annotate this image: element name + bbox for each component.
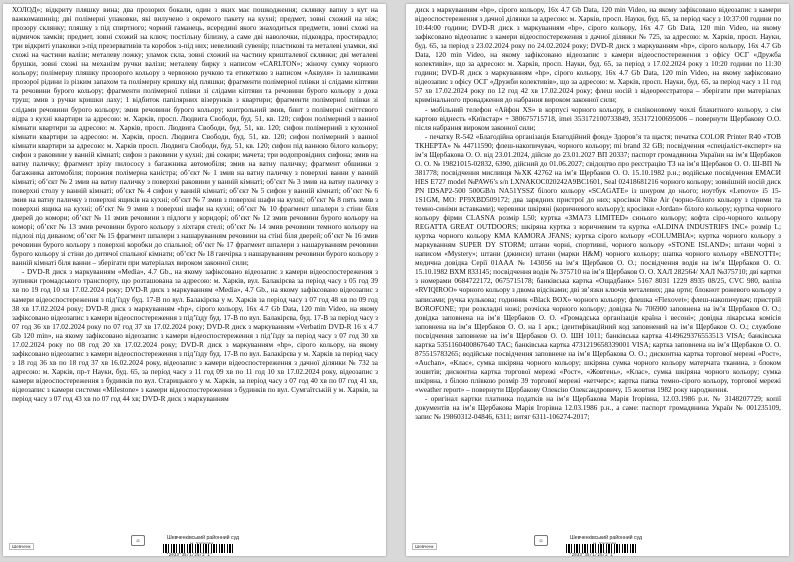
- paragraph: - оригінал картки платника податків на ім’я Щербакова Марія Ігорівна, 12.03.1986 р.н. № 3148207729; копії документів на ім’я Щербакова Марія Ігорівна 12.03.1986 р.н., а саме: паспорт громадянина Україн № 001235109, запис № 19860312-04846, 6311; витяг 6311-106274-2017;: [415, 395, 781, 422]
- paragraph: - DVD-R диск з маркуванням «Media», 4.7 Gb., на якому зафіксовано відеозапис з камери відеоспостереження з зупинки громадського транспорту, що розташована за адресою: м. Харків, вул. Балакірєва за період часу з 05 год 39 хв по 19 год 10 хв 17.02.2024 року; DVD-R диск з маркуванням «Media», 4.7 Gb., на якому зафіксовано відеозапис з камери відеоспостереження з під’їзду буд. 17-В по вул. Балакірєва у м. Харків за період часу з 07 год 48 хв по 09 год 38 хв 17.02.2024 року; DVD-R диск з маркуванням «hp», сірого кольору, 16x 4.7 Gb Data, 120 min Video, на якому зафіксовано відеозапис з камери відеоспостереження з під’їзду буд. 17-В по вул. Балакірєва, буд. 17-В за період часу з 07 год 36 хв 17.02.2024 року по 07 год 37 хв 17.02.2024 року; DVD-R диск з маркуванням «Verbatim DVD-R 16 x 4.7 Gb 120 min», на якому зафіксовано відеозапис з камери відеоспостереження з під’їзду за період часу з 07 год 30 хв 17.02.2024 року по 08 год 20 хв 17.02.2024 року; DVD-R диск з маркуванням «hp», сірого кольору, на якому зафіксовано відеозапис з камери відеоспостереження з під’їзду буд. 17-В по вул. Балакірєва у м. Харків за період часу з 18 год 36 хв по 18 год 37 хв 16.02.2024 року, відеозапис з камери відеоспостереження з дачної ділянки № 732 за адресою: м. Харків, пр-т Науки, буд. 65, за період часу з 11 год 09 хв по 11 год 10 хв 17.02.2024 року, відеозапис з камери відеоспостереження з будинків по вул. Старицького у м. Харків, за період часу з 07 год 40 хв по 07 год 41 хв, відеозапис з камери системи «Milestone» з камери відеоспостереження з будинків по вул. Сумгаїтській у м. Харків, за період часу з 07 год 43 хв по 07 год 44 хв; DVD-R диск з маркуванням: [12, 268, 378, 404]
- left-page-footer: [3, 534, 386, 554]
- right-page-footer: [406, 534, 789, 554]
- paragraph: - мобільний телефон «Айфон XS» в корпусі чорного кольору, в силіконовому чохлі блакитного кольору, з сім картою віднесть «Київстар» + 380675715718, imei 353172100733849, 353172100695006 – повернути Щербакову О.О. після набрання вироком законної сили;: [415, 105, 781, 132]
- document-barcode: [163, 544, 233, 553]
- court-name: Шевченківський районний суд: [569, 535, 643, 541]
- paragraph: - печатку R-542 «Благодійна організація Благодійний фонд» Здоров’я та щастя; печатка COLOR Printer R40 «ТОВ ТКНЕРТА» № 44711590; флеш-накопичувач, чорного кольору; mi brand 32 GB; посвідчення «спеціаліст-експерт» на ім’я Щербакова О. О. від 23.01.2024, дійсне до 23.01.2027 ВП 20337; паспорт громадянина України на ім’я Щербаков О. О. № 19821015-02832, 6390, дійсний до 01.06.2027; свідоцтво про реєстрацію ТЗ на ім’я Щербаков О. О. Ш-ВП № 381778; посвідчення мисливця №ХК 42762 на ім’я Щербаков О. О. 15.10.1982 р.н.; водійське посвідчення ЕМАСИ НЕS Е727 model №PAW6’s s/n LXNAKOC020242A9BC1601, Seal 02418681216 чорного кольору; зовнішній носій диск PN IDSAP2-500 500GB/n NA51YSSZ білого кольору «SCAGATE» із шнуром до нього; ноутбук «Lenovo» i5 15-1S1GM, МО: PF9XBD509172; два зарядних пристрої до них; кросівки Nike Air (чорно-білого кольору з сірими та темно-синіми вставками); черевики шкіряні (коричневого кольору); кросівки «Jordan» білого кольору; куртка чорного кольору фірми CLASNA розмір L50; куртка «ЗМА73 LIMITED» синього кольору; кофта сіро-чорного кольору REGATTA GREAT OUTDOORS; шкіряна куртка з коричневим та куртка «ALDINA INDUSTRIFS INC» розмір L; куртка чорного кольору КМА КАМОRA JFANS; куртка сірого кольору «COLUMBIA»; куртка чорного кольору з маркуванням SUPER DY STORM; штани чорні, спортивні, чорного кольору «STONE ISLAND»; штани чорні з написом «Mystery»; штани (джинси) штани (марки H&M) чорного кольору; шапка чорного кольору «BENOTTI»; медична довідка Серії 01ААА № 143056 на ім’я Щербаков О. О.; посвідчення водія на ім’я Щербаков О. О. 15.10.1982 ВХМ 833145; посвідчення водія № 375710 на ім’я Щербаков О. О. ХАЛ 282564/ ХАЛ №375710; дві картки з номерами 0684722172, 0675715178; банківська картка «Ощадбанк» 5167 8031 1229 8935 08/25, CVC 980, валіза «RVIQIROO» чорного кольору з двома відсіками; дві зв’язки ключів металевих; два орти; блокнот рожевого кольору з записами; ручка кулькова; годинник «Black BOX» чорного кольору; флешка «Flexovet»; флеш-накопичувач; пристрій BOROFONE; три розкладні ножі; розчіска чорного кольору; довідка № 706900 заповнена на ім’я Щербаков О. О.; довідка заповнена на ім’я Щербаков О. О. «Громадська організація країна і весоні»; довідка лікарська комісія заповнена на ім’я Щербаков О. О. на 1 арк.; ідентифікаційний код заповнений на ім’я Щербаков О. О.; службове посвідчення заповнене на ім’я Щербаков О. О. ШН 1011; банківська картка 4149629376553513 VISA; банківська картка 5351160400867640 TAC; банківська картка 4731219658339001 VISA; картка заповнена на ім’я Щербаков О. О. 875515783265; водійське посвідчення заповнене на ім’я Щербакова О. О.; дисконтна картка торгової мережі «Рост», «Auchan», «Клас», сумка шкіряна чорного кольору; шкіряна сумка чорного кольору матерчата тканина, з блоком зошитів; дисконтна картка торгової мережі «Рост», «Жовтень», «Клас», сумка шкіряна чорного кольору; сумка шкіряна, з білою плівкою розмір 39 торгової мережі «кетчерс»; картка папка темно-сірого кольору, торгової мережі «weather report» – повернути Щербакову Олексію Олександровичу, 15 жовтня 1982 року народження.: [415, 132, 781, 394]
- page-badge: Шевченк: [9, 543, 34, 550]
- paragraph: ХОЛОД»; відкриту пляшку вина; два прозорих бокали, один з яких має пошкодження; склянку вапну з кут на важкомашиніц; дві полімерні упаковки, які вилучено з окремого пакету на кухні; предмет, зовні схожий на ніж; прозору склянку; пляшку з під спиртного; чорний гаманець, всередині якого знаходиться предмети, зовні схожі на відмичок замків; предмет, зовні схожий на ключ; постільну білизну, а саме дві наволочки, підковдра, простирадло; три відкриті упаковки з-під презервативів та коробок з-під них; невеликий сувенір; пластикові та металеві уламки, які схожі на частини валізи; металеву ложку; уламок скла, зовні схожий на частину кришталевої склянки; дві металеві брушки, зовні схожі на механізм ручки валізи; металеву бирку з написом «CARLTON»; жіночу сумку чорного кольору; полімерну пляшку прозорого кольору з червоною ручкою та етикеткою з написом «Аквуля» із залишками прозорої рідини із різким запахом та полімерну кришку від пляшки; фрагменти полімерної плівки зі слідами кіптяви та речовини бурого кольору; фрагменти полімерної плівки зі слідами кіптяви та речовини бурого кольору з дока труш; змив з ручки кришки лаху; 1 відбиток папілярних візерунків з квартири; фрагменти полімерної плівки зі слідами речовини бурого кольору; змив речовини бурого кольору; контрольний змив, бинт з полімерні сміттєвого відра з кухні квартири за адресою: м. Харків, просп. Людвига Свободи, буд. 51, кв. 120; сифон полімерний з ванної кімнати квартири за адресою: м. Харків, просп. Людвига Свободи, буд. 51, кв. 120; сифон полімерний з кухонної кімнати квартири за адресою: м. Харків, просп. Людвига Свободи, буд. 51, кв. 120; сифон полімерний з ванної кімнати квартири за адресою: м. Харків просп. Людвига Свободи, буд. 51, кв. 120; сифон під ванною білого кольору; сифон з раковини у ванній кімнаті; сифон з раковини у кухні; дві сокири; мачета; три водопровідних сифона; змив на ватну паличку; фрагмент зрізу пилососу з багажника автомобіля; змив на ватну паличку; фрагмент обшивки з багажника автомобіля; порожня полімерна каністра; об’єкт № 1 змив на ватну паличку з поверхні ванни у ванній кімнаті; об’єкт № 2 змив на ватну паличку з поверхні раковини у ванній кімнаті; об’єкт № 3 змив на ватну паличку з поверхні столу у ванній кімнаті; об’єкт № 4 сифон у ванній кімнаті; об’єкт № 5 сифон у ванній кімнаті; об’єкт № 6 змив на ватну паличку з поверхні ящиків на кухні; об’єкт № 7 змив з поверхні шафи на кухні; об’єкт № 8 пять змив з поверхні ящика на кухні; об’єкт № 9 змив з поверхні шафи на кухні; об’єкт № 10 фрагмент шпалери з стіни біля дверей до комори; об’єкт № 11 змив речовини з підлоги у коридорі; об’єкт № 12 змив речовини бурого кольору на коморі; об’єкт № 13 змив речовини бурого кольору з ліхтаря стелі; об’єкт № 14 змив речовини темного кольору на підлозі під диваном; об’єкт № 15 фрагмент шпалери з нашаруванням речовини на стіні біля дверей; об’єкт № 16 змив речовини бурого кольору з поверхні коробки до спальної; об’єкт № 17 фрагмент шпалери з нашаруванням речовини бурого кольору зі стіни до дитячої спальної кімнати; об’єкт № 18 ганчірка з нашаруванням речовини бурого кольору з ванній кімнаті біля ванни – зберігати при матеріалах вироком законної сили;: [12, 6, 378, 268]
- right-document-page: [406, 4, 789, 556]
- left-document-page: [3, 4, 386, 556]
- left-page-body: [12, 6, 378, 404]
- court-logo-icon: ⚖: [534, 535, 548, 546]
- court-name: Шевченківський районний суд: [166, 535, 240, 541]
- paragraph: диск з маркуванням «hp», сірого кольору, 16x 4.7 Gb Data, 120 min Video, на якому зафіксовано відеозапис з камери відеоспостереження з дачної ділянки за адресою: м. Харків, просп. Науки, буд. 65, за період часу з 10:37:00 години по 10:44:00 години; DVD-R диск з маркуванням «hp», сірого кольору, 16x 4.7 Gb Data, 120 min Video, на якому зафіксовано відеозапис з камери відеоспостереження з дачної ділянки № 725, за адресою: м. Харків, просп. Науки, буд. 65, за період з 23.02.2024 року по 24.02.2024 року; DVD-R диск з маркуванням «hp», сірого кольору, 16x 4.7 Gb Data, 120 min Video, на якому зафіксовано відеозапис з камери відеоспостереження з офісу ОСГ «Дружба колективів», що за адресою: м. Харків, просп. Науки, буд. 65, за період з 17.02.2024 року з 10:20 години по 11:30 години; DVD-R диск з маркуванням «hp», сірого кольору, 16x 4.7 Gb Data, 120 min Video, на якому зафіксовано відеозапис з офісу ОСГ «Дружби колективів», що за адресою: м. Харків, просп. Науки, буд. 65, за період часу з 11 год 57 хв 17.02.2024 року по 12 год 42 хв 17.02.2024 року; флеш носій з відеореєстратора – зберігати при матеріалах кримінального провадження до набрання вироком законної сили;: [415, 6, 781, 105]
- right-page-body: [415, 6, 781, 422]
- barcode-number: *2033*35/1/25/2*1*: [569, 553, 616, 556]
- page-badge: Шевченк: [412, 543, 437, 550]
- court-logo-icon: ⚖: [131, 535, 145, 546]
- document-barcode: [566, 544, 636, 553]
- barcode-number: *2033*35/1/25/2*1*: [166, 553, 213, 556]
